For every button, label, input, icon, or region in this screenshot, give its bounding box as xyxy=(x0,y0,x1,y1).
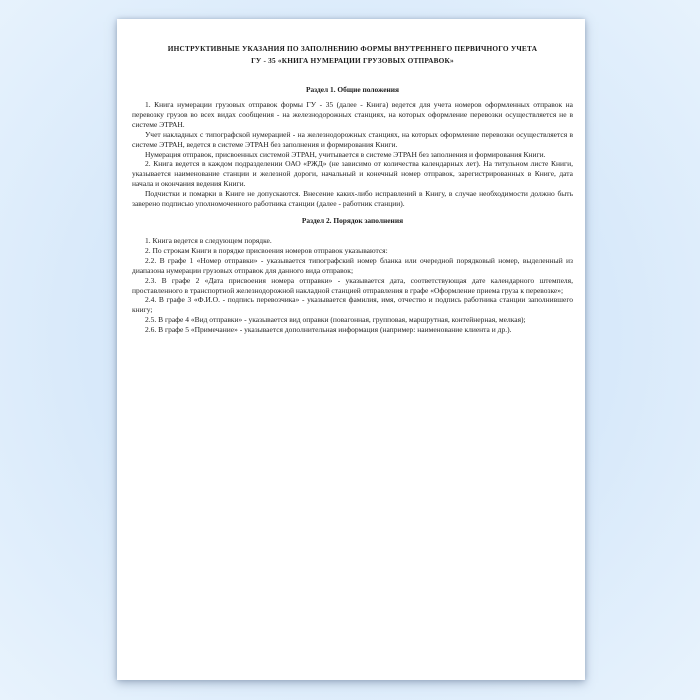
paragraph: 2.2. В графе 1 «Номер отправки» - указывается типографский номер бланка или очередной порядковый номер, выделенный из диапазона нумерации грузовых отправок для данного вида отправок; xyxy=(132,255,573,275)
paragraph: Нумерация отправок, присвоенных системой ЭТРАН, учитывается в системе ЭТРАН без заполнения и формирования Книги. xyxy=(145,149,546,159)
paragraph: Учет накладных с типографской нумерацией - на железнодорожных станциях, на которых оформление перевозки осуществляется в системе ЭТРАН, ведется в системе ЭТРАН без заполнения и формирования Книги. xyxy=(132,129,573,149)
section-1-body xyxy=(132,100,573,209)
paragraph: 2.5. В графе 4 «Вид отправки» - указывается вид оправки (повагонная, групповая, маршрутная, контейнерная, мелкая); xyxy=(145,315,526,325)
paragraph: 1. Книга нумерации грузовых отправок формы ГУ - 35 (далее - Книга) ведется для учета номеров оформленных отправок на перевозку грузов во всех видах сообщения - на железнодорожных станциях, на которых оформление перевозки осуществляется не в системе ЭТРАН. xyxy=(132,100,573,129)
document-title-line-2: ГУ - 35 «КНИГА НУМЕРАЦИИ ГРУЗОВЫХ ОТПРАВОК» xyxy=(251,55,454,65)
section-2-heading: Раздел 2. Порядок заполнения xyxy=(301,215,404,225)
paragraph: 2.6. В графе 5 «Примечание» - указывается дополнительная информация (например: наименование клиента и др.). xyxy=(145,325,512,335)
paragraph: 2. По строкам Книги в порядке присвоения номеров отправок указываются: xyxy=(145,245,388,255)
section-1-heading: Раздел 1. Общие положения xyxy=(305,85,400,94)
section-general-provisions xyxy=(132,85,573,209)
paragraph: 2. Книга ведется в каждом подразделении ОАО «РЖД» (не зависимо от количества календарных лет). На титульном листе Книги, указывается наименование станции и железной дороги, начальный и конечный номер отправок, зарегистрированных в Книге, дата начала и окончания ведения Книги. xyxy=(132,159,573,189)
paragraph: Подчистки и помарки в Книге не допускаются. Внесение каких-либо исправлений в Книгу, в случае необходимости должно быть заверено подписью уполномоченного работника станции (далее - работник станции). xyxy=(132,189,573,209)
paragraph: 2.4. В графе 3 «Ф.И.О. - подпись перевозчика» - указывается фамилия, имя, отчество и подпись работника станции заполнившего книгу; xyxy=(132,295,573,315)
section-2-body xyxy=(132,236,573,335)
document-content xyxy=(117,19,585,335)
paragraph: 1. Книга ведется в следующем порядке. xyxy=(145,235,272,245)
document-title xyxy=(132,43,573,66)
paragraph: 2.3. В графе 2 «Дата присвоения номера отправки» - указывается дата, соответствующая дате календарного штемпеля, проставленного в транспортной железнодорожной накладной станцией отправления в графе «Оформление приема груза к перевозке»; xyxy=(132,275,573,295)
document-title-line-1: ИНСТРУКТИВНЫЕ УКАЗАНИЯ ПО ЗАПОЛНЕНИЮ ФОРМЫ ВНУТРЕННЕГО ПЕРВИЧНОГО УЧЕТА xyxy=(167,44,538,53)
section-filling-order xyxy=(132,216,573,335)
document-page xyxy=(117,19,585,680)
